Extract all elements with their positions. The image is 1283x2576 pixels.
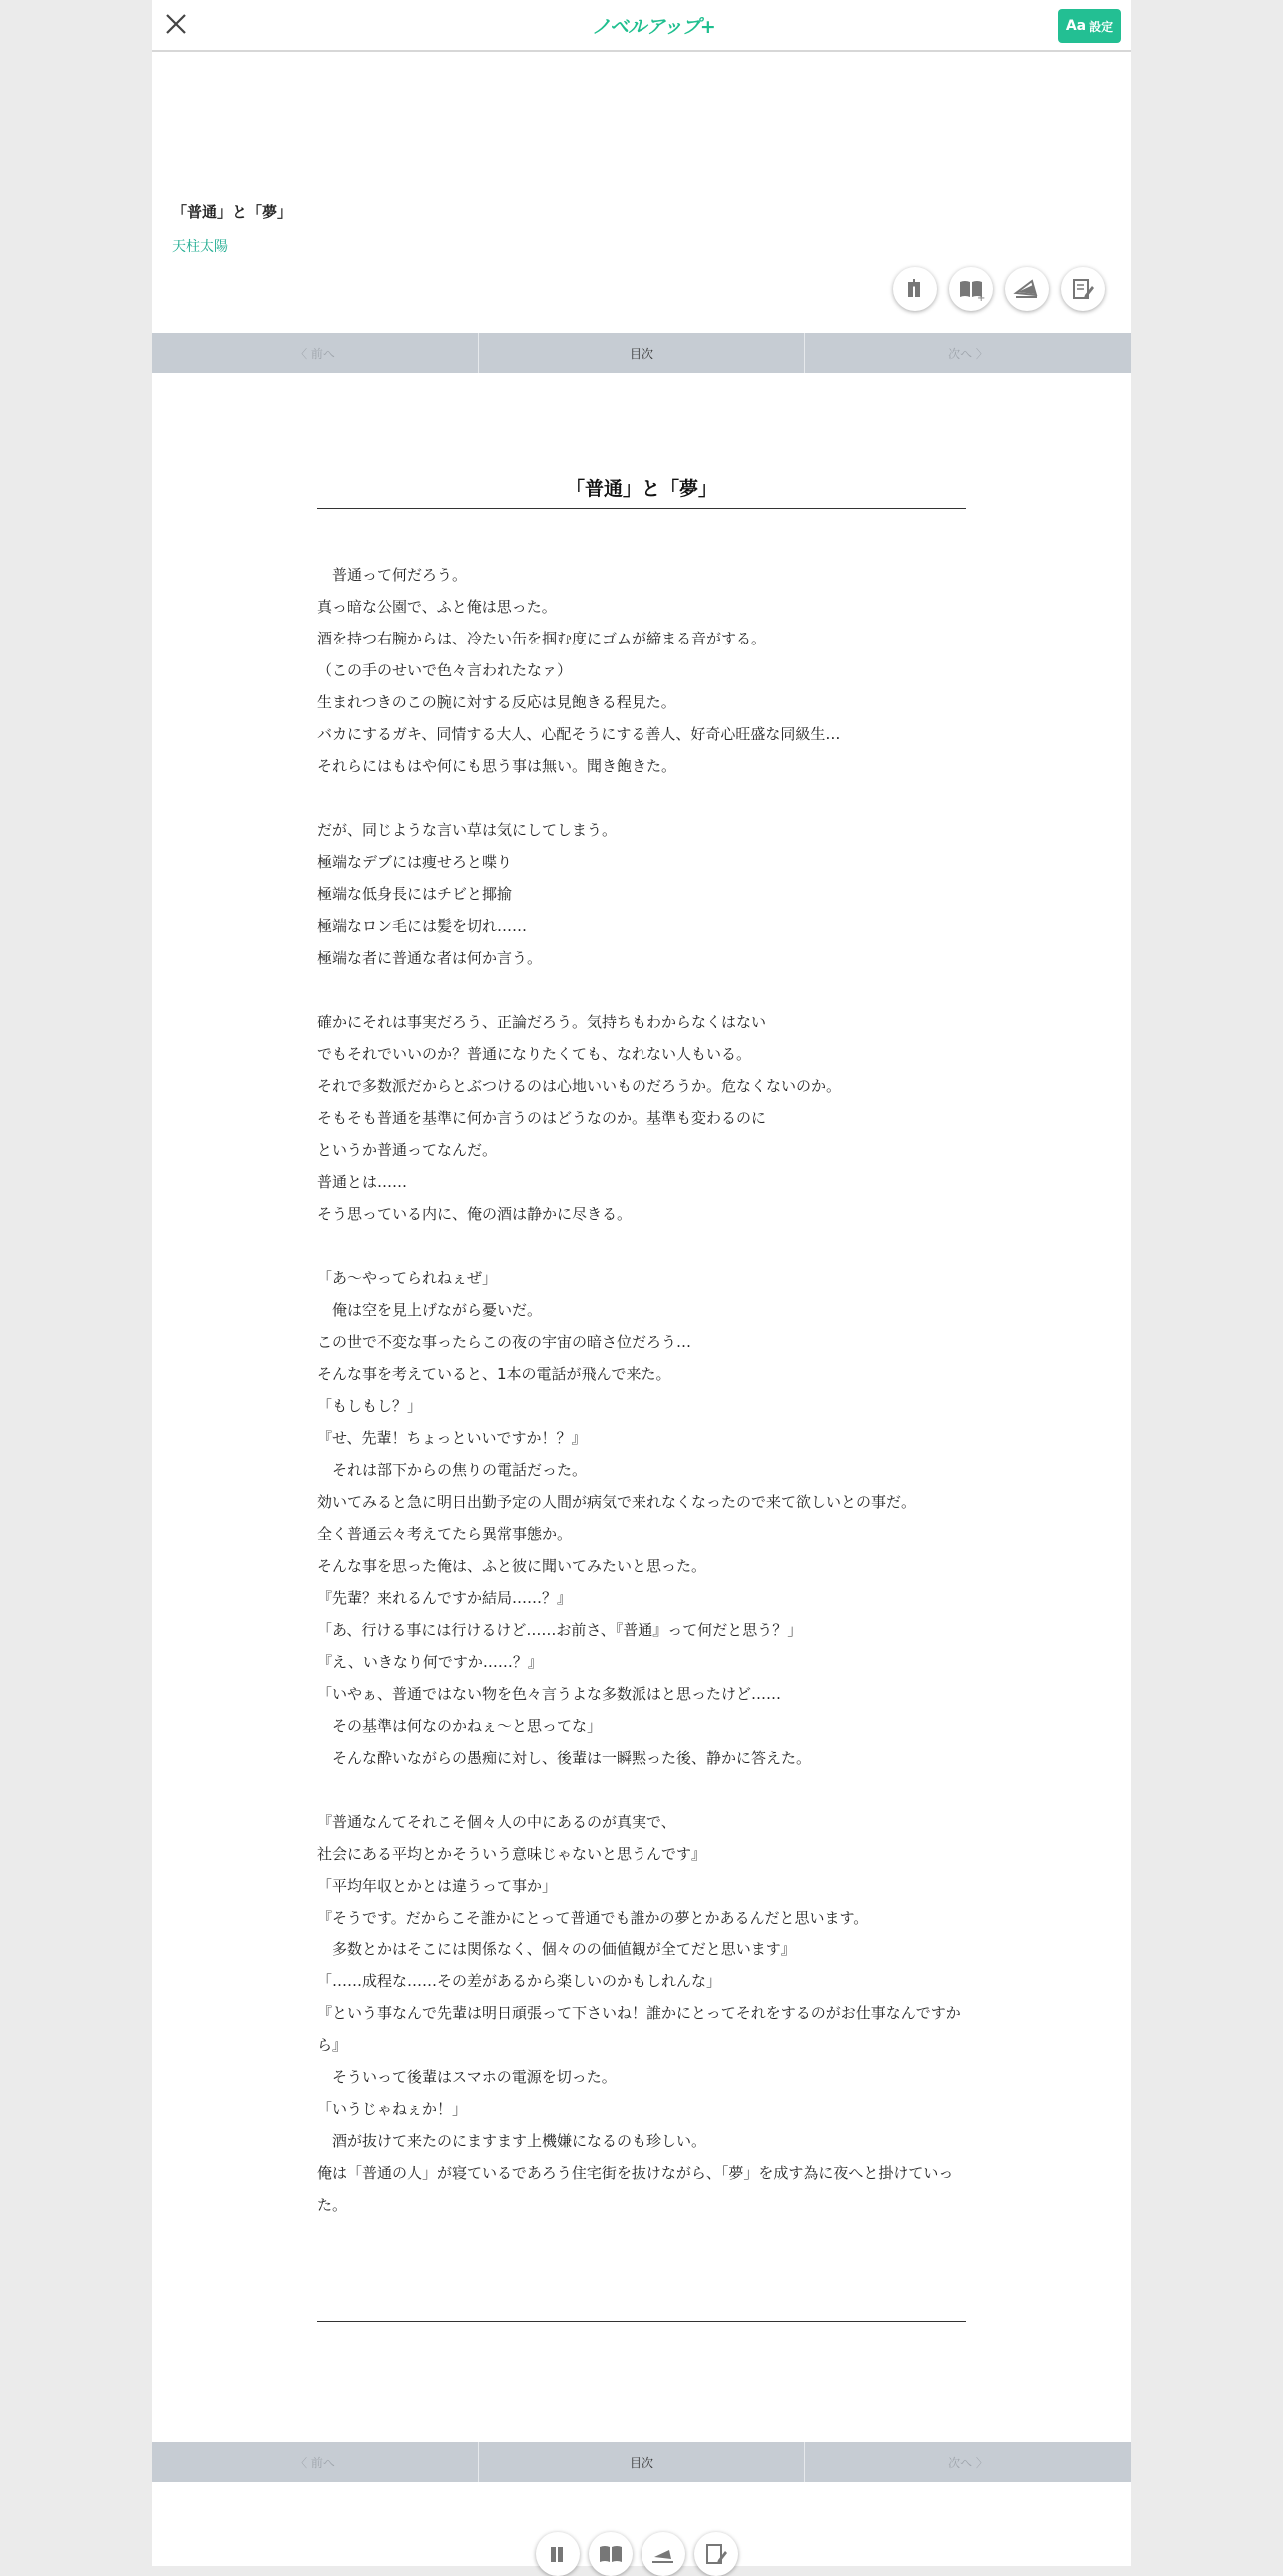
body-line: それらにはもはや何にも思う事は無い。聞き飽きた。 xyxy=(317,757,677,775)
bookmark-button[interactable] xyxy=(536,2532,580,2576)
display-settings-button[interactable] xyxy=(1058,9,1121,43)
author-link[interactable]: 天柱太陽 xyxy=(172,239,228,255)
body-line: 『先輩？来れるんですか結局……？』 xyxy=(317,1589,573,1607)
body-line: 普通って何だろう。 xyxy=(317,566,468,584)
body-line: 俺は空を見上げながら憂いだ。 xyxy=(317,1301,543,1319)
bookshelf-add-icon xyxy=(598,2542,624,2566)
body-line: （この手のせいで色々言われたなァ） xyxy=(317,661,573,679)
add-to-bookshelf-button[interactable] xyxy=(589,2532,633,2576)
prev-episode-button[interactable]: 〈 前へ xyxy=(152,333,479,373)
table-of-contents-button[interactable]: 目次 xyxy=(479,333,805,373)
body-line: でもそれでいいのか？普通になりたくても、なれない人もいる。 xyxy=(317,1045,752,1063)
close-icon xyxy=(158,6,194,42)
settings-label: 設定 xyxy=(1089,19,1114,34)
support-button[interactable] xyxy=(1005,267,1049,311)
episode-pager-bottom xyxy=(152,2442,1131,2482)
bookshelf-add-icon xyxy=(958,277,986,304)
episode-pager-top xyxy=(152,333,1131,373)
body-line: 「いうじゃねぇか！」 xyxy=(317,2100,468,2118)
body-line: 「平均年収とかとは違うって事か」 xyxy=(317,1877,558,1895)
add-to-bookshelf-button[interactable] xyxy=(949,267,993,311)
support-megaphone-icon xyxy=(650,2542,676,2566)
body-line: 多数とかはそこには関係なく、個々のの価値観が全てだと思います』 xyxy=(317,1940,796,1958)
chapter-body xyxy=(317,559,966,2221)
body-line: 『普通なんてそれこそ個々人の中にあるのが真実で、 xyxy=(317,1813,676,1831)
body-line: 普通とは…… xyxy=(317,1173,408,1191)
body-line: そもそも普通を基準に何か言うのはどうなのか。基準も変わるのに xyxy=(317,1109,767,1127)
body-line: 酒が抜けて来たのにますます上機嫌になるのも珍しい。 xyxy=(317,2132,707,2150)
reader-page xyxy=(152,0,1131,2566)
body-line: 『せ、先輩！ちょっといいですか！？』 xyxy=(317,1429,587,1447)
body-line: だが、同じような言い草は気にしてしまう。 xyxy=(317,821,618,839)
support-button[interactable] xyxy=(642,2532,685,2576)
body-line: 真っ暗な公園で、ふと俺は思った。 xyxy=(317,598,557,616)
svg-text:+: + xyxy=(977,293,986,304)
font-size-icon: Aa xyxy=(1065,18,1087,34)
body-line: 「……成程な……その差があるから楽しいのかもしれんな」 xyxy=(317,1972,722,1990)
body-line: そんな事を思った俺は、ふと彼に聞いてみたいと思った。 xyxy=(317,1557,707,1575)
bookmark-icon xyxy=(903,277,927,301)
body-line: というか普通ってなんだ。 xyxy=(317,1141,498,1159)
body-line: 「いやぁ、普通ではない物を色々言うよな多数派はと思ったけど…… xyxy=(317,1685,782,1703)
body-line: 生まれつきのこの腕に対する反応は見飽きる程見た。 xyxy=(317,693,676,711)
chapter-title: 「普通」と「夢」 xyxy=(565,478,717,500)
work-title[interactable]: 「普通」と「夢」 xyxy=(172,203,293,221)
body-line: 効いてみると急に明日出勤予定の人間が病気で来れなくなったので来て欲しいとの事だ。 xyxy=(317,1493,917,1511)
body-line: 酒を持つ右腕からは、冷たい缶を掴む度にゴムが締まる音がする。 xyxy=(317,630,767,647)
body-line: その基準は何なのかねぇ～と思ってな」 xyxy=(317,1717,603,1735)
table-of-contents-button[interactable]: 目次 xyxy=(479,2442,805,2482)
body-line: 極端なデブには痩せろと喋り xyxy=(317,853,513,871)
next-episode-button[interactable]: 次へ 〉 xyxy=(948,346,988,361)
body-line: 「あ、行ける事には行けるけど……お前さ、『普通』って何だと思う？」 xyxy=(317,1621,803,1639)
body-line: バカにするガキ、同情する大人、心配そうにする善人、好奇心旺盛な同級生… xyxy=(317,725,841,743)
bookmark-icon xyxy=(546,2542,570,2566)
review-button[interactable] xyxy=(1061,267,1105,311)
body-line: 『という事なんで先輩は明日頑張って下さいね！誰かにとってそれをするのがお仕事なんですから』 xyxy=(317,2004,961,2054)
body-line: そんな事を考えていると、1本の電話が飛んで来た。 xyxy=(317,1365,671,1383)
body-line: そんな酔いながらの愚痴に対し、後輩は一瞬黙った後、静かに答えた。 xyxy=(317,1749,812,1767)
body-line: 極端な者に普通な者は何か言う。 xyxy=(317,949,543,967)
body-line: 極端な低身長にはチビと揶揄 xyxy=(317,885,513,903)
body-line: 極端なロン毛には髪を切れ…… xyxy=(317,917,528,935)
body-line: 全く普通云々考えてたら異常事態か。 xyxy=(317,1525,573,1543)
review-edit-icon xyxy=(704,2542,728,2566)
body-line xyxy=(317,782,966,814)
body-line: そういって後輩はスマホの電源を切った。 xyxy=(317,2068,617,2086)
body-line xyxy=(317,1774,966,1806)
body-line xyxy=(317,974,966,1006)
top-bar xyxy=(152,0,1131,52)
body-line: 「もしもし？」 xyxy=(317,1397,423,1415)
next-episode-button[interactable]: 次へ 〉 xyxy=(948,2455,988,2470)
body-line: それで多数派だからとぶつけるのは心地いいものだろうか。危なくないのか。 xyxy=(317,1077,842,1095)
body-line: 確かにそれは事実だろう、正論だろう。気持ちもわからなくはない xyxy=(317,1013,767,1031)
logo-text: ノベルアップ+ xyxy=(592,15,716,38)
bookmark-button[interactable] xyxy=(893,267,937,311)
close-button[interactable] xyxy=(158,6,194,42)
body-line xyxy=(317,1230,966,1262)
body-line: 『そうです。だからこそ誰かにとって普通でも誰かの夢とかあるんだと思います。 xyxy=(317,1909,869,1927)
body-line: この世で不変な事ったらこの夜の宇宙の暗さ位だろう… xyxy=(317,1333,692,1351)
body-line: そう思っている内に、俺の酒は静かに尽きる。 xyxy=(317,1205,633,1223)
support-megaphone-icon xyxy=(1014,277,1040,301)
action-buttons-bottom xyxy=(536,2532,738,2576)
site-logo[interactable] xyxy=(592,11,715,39)
body-line: 『え、いきなり何ですか……？』 xyxy=(317,1653,543,1671)
review-button[interactable] xyxy=(694,2532,738,2576)
end-divider xyxy=(317,2321,966,2322)
body-line: 社会にある平均とかそういう意味じゃないと思うんです』 xyxy=(317,1845,707,1863)
body-line: 「あ～やってられねぇぜ」 xyxy=(317,1269,498,1287)
body-line: それは部下からの焦りの電話だった。 xyxy=(317,1461,588,1479)
action-buttons xyxy=(893,267,1105,311)
review-edit-icon xyxy=(1071,277,1095,301)
title-divider xyxy=(317,508,966,509)
prev-episode-button[interactable]: 〈 前へ xyxy=(152,2442,479,2482)
body-line: 俺は「普通の人」が寝ているであろう住宅街を抜けながら、「夢」を成す為に夜へと掛けていった。 xyxy=(317,2164,954,2214)
